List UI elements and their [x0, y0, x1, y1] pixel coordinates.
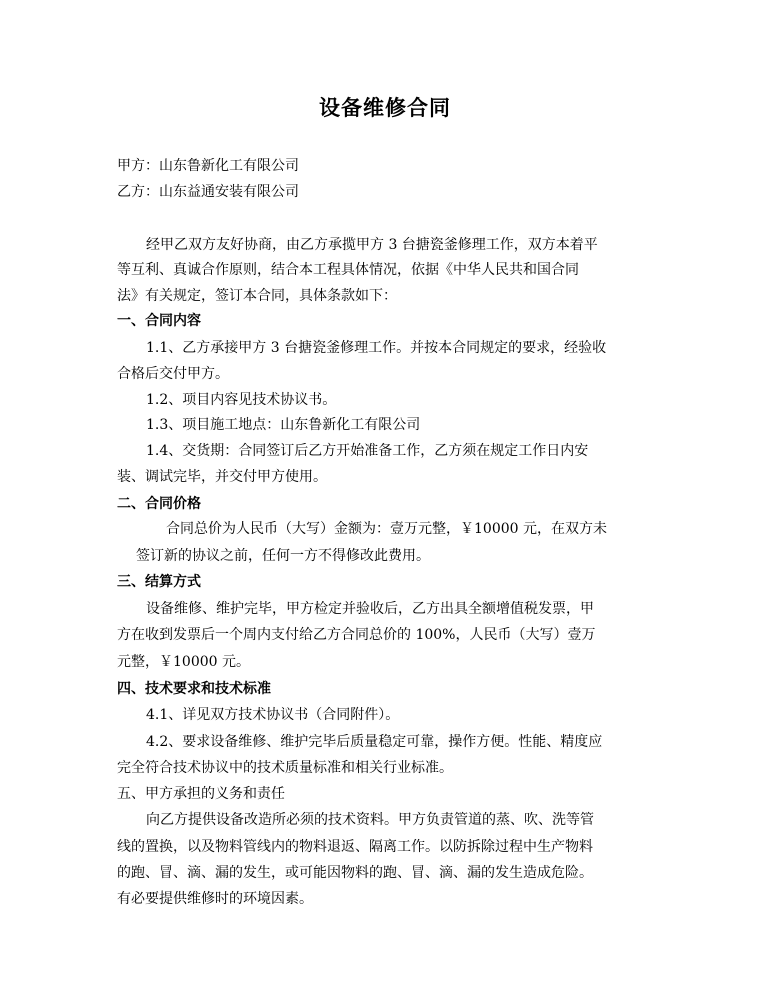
section-5-line-3: 的跑、冒、滴、漏的发生，或可能因物料的跑、冒、滴、漏的发生造成危险。: [117, 865, 593, 881]
intro-line-2: 等互利、真诚合作原则，结合本工程具体情况，依据《中华人民共和国合同: [117, 262, 579, 278]
section-3-line-3: 元整，￥10000 元。: [117, 654, 250, 670]
section-4-item-1: 4.1、详见双方技术协议书（合同附件）。: [146, 707, 400, 723]
section-1-item-1-line-1: 1.1、乙方承接甲方 3 台搪瓷釜修理工作。并按本合同规定的要求，经验收: [146, 340, 607, 356]
section-1-heading: 一、合同内容: [117, 313, 201, 329]
section-3-line-2: 方在收到发票后一个周内支付给乙方合同总价的 100%，人民币（大写）壹万: [117, 627, 596, 643]
section-4-heading: 四、技术要求和技术标准: [117, 681, 271, 697]
section-5-heading: 五、甲方承担的义务和责任: [117, 786, 285, 802]
section-5-line-4: 有必要提供维修时的环境因素。: [117, 891, 313, 907]
section-2-heading: 二、合同价格: [117, 496, 201, 512]
section-1-item-1-line-2: 合格后交付甲方。: [117, 366, 229, 382]
section-5-line-2: 线的置换，以及物料管线内的物料退返、隔离工作。以防拆除过程中生产物料: [117, 839, 593, 855]
section-3-heading: 三、结算方式: [117, 574, 201, 590]
page-title: 设备维修合同: [319, 96, 451, 120]
party-b-line: 乙方：山东益通安装有限公司: [117, 184, 299, 200]
section-2-line-2: 签订新的协议之前，任何一方不得修改此费用。: [136, 548, 430, 564]
section-5-line-1: 向乙方提供设备改造所必须的技术资料。甲方负责管道的蒸、吹、洗等管: [146, 812, 594, 828]
section-1-item-2: 1.2、项目内容见技术协议书。: [146, 392, 337, 408]
section-1-item-3: 1.3、项目施工地点：山东鲁新化工有限公司: [146, 417, 421, 433]
section-3-line-1: 设备维修、维护完毕，甲方检定并验收后，乙方出具全额增值税发票，甲: [146, 601, 594, 617]
party-a-line: 甲方：山东鲁新化工有限公司: [117, 158, 299, 174]
section-1-item-4-line-1: 1.4、交货期：合同签订后乙方开始准备工作，乙方须在规定工作日内安: [146, 443, 589, 459]
section-2-line-1: 合同总价为人民币（大写）金额为：壹万元整，￥10000 元，在双方未: [166, 521, 607, 537]
section-1-item-4-line-2: 装、调试完毕，并交付甲方使用。: [117, 469, 327, 485]
section-4-item-2-line-1: 4.2、要求设备维修、维护完毕后质量稳定可靠，操作方便。性能、精度应: [146, 734, 603, 750]
section-4-item-2-line-2: 完全符合技术协议中的技术质量标准和相关行业标准。: [117, 760, 453, 776]
intro-line-1: 经甲乙双方友好协商，由乙方承揽甲方 3 台搪瓷釜修理工作，双方本着平: [146, 237, 598, 253]
intro-line-3: 法》有关规定，签订本合同，具体条款如下：: [117, 288, 397, 304]
